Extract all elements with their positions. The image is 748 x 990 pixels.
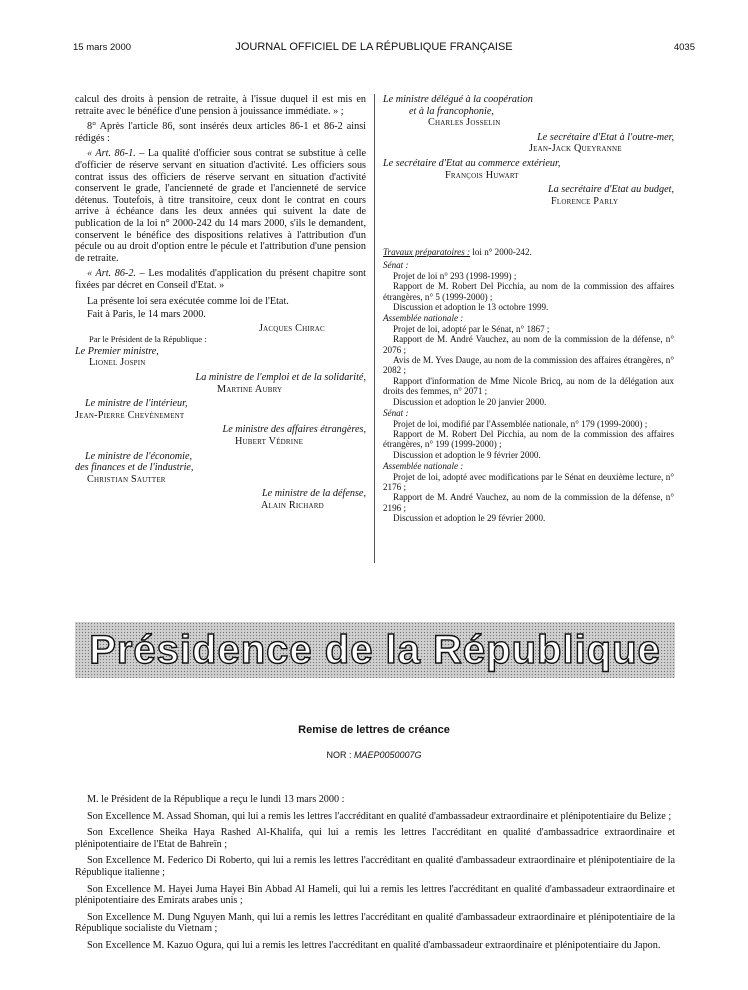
procedure-item: Avis de M. Yves Dauge, au nom de la commission des affaires étrangères, n° 2082 ;: [383, 355, 674, 376]
signature-coop-role1: [383, 94, 674, 106]
signatory-role: et à la francophonie,: [409, 105, 494, 117]
chamber-heading: Assemblée nationale :: [383, 461, 464, 472]
procedure-item: Projet de loi n° 293 (1998-1999) ;: [393, 270, 517, 281]
header-date: 15 mars 2000: [73, 42, 132, 53]
signature-ae-name: [75, 436, 366, 448]
execution-clause: La présente loi sera exécutée comme loi de l'Etat.: [87, 295, 289, 307]
signatory-name: Martine Aubry: [217, 383, 283, 395]
procedure-item: Discussion et adoption le 9 février 2000.: [393, 449, 541, 460]
signature-om-role: [383, 132, 674, 144]
signatory-name: Jean-Pierre Chevènement: [75, 409, 185, 421]
credentials-text: [75, 794, 675, 957]
article-86-2: [75, 268, 366, 291]
signatory-role: La ministre de l'emploi et de la solidarité,: [195, 372, 366, 384]
signatory-role: Le ministre des affaires étrangères,: [222, 424, 366, 436]
travaux-intro: [383, 247, 674, 257]
credentials-item: Son Excellence Sheika Haya Rashed Al-Khalifa, qui lui a remis les lettres l'accréditant en qualité d'ambassadrice extraordinaire et plénipotentiaire de l'Etat de Bahreïn ;: [75, 827, 675, 850]
procedure-item: Discussion et adoption le 13 octobre 1999.: [393, 302, 549, 313]
section-banner: [75, 622, 675, 678]
article-text: – La qualité d'officier sous contrat se substitue à celle d'officier de réserve servant en situation d'activité. Les officiers sous contrat issus des officiers de réserve servant en situation d'activité conservent le grade, l'ancienneté de grade et l'ancienneté de service détenus. Toutefois, à titre transitoire, ceux dont le contrat en cours arrive à échéance dans les deux années qui suivent la date de publication de la loi n° 2000-242 du 14 mars 2000, s'ils le demandent, conservent le bénéfice des dispositions relatives à l'attribution d'un pécule ou au droit d'option entre le pécule et l'attribution d'une pension de retraite.: [75, 148, 367, 264]
signatory-name: Jean-Jack Queyranne: [529, 143, 622, 155]
section-title: Remise de lettres de créance: [298, 724, 450, 736]
right-column: [383, 94, 674, 207]
procedure-item: Projet de loi, adopté par le Sénat, n° 1867 ;: [393, 323, 550, 334]
left-column: [75, 94, 366, 512]
done-at: Fait à Paris, le 14 mars 2000.: [87, 309, 206, 321]
signature-ce-role: [383, 158, 674, 170]
signatory-role: Le ministre de l'intérieur,: [85, 398, 188, 410]
signature-emploi-role: [75, 372, 366, 384]
travaux-label: Travaux préparatoires :: [383, 247, 471, 257]
signature-budget-role: [383, 184, 674, 196]
article-ref: « Art. 86-2.: [87, 268, 136, 280]
signature-emploi-name: [75, 384, 366, 396]
page-header: [0, 0, 748, 60]
journal-title: JOURNAL OFFICIEL DE LA RÉPUBLIQUE FRANÇAISE: [235, 41, 513, 53]
article-paragraph: calcul des droits à pension de retraite, à l'issue duquel il est mis en retraite avec le bénéfice d'une pension à jouissance immédiate. » ;: [75, 94, 366, 117]
signatory-name: François Huwart: [445, 169, 519, 181]
signatory-role: Le ministre de l'économie,: [85, 450, 193, 462]
procedure-item: Projet de loi, adopté avec modifications par le Sénat en deuxième lecture, n° 2176 ;: [383, 471, 674, 492]
credentials-intro: M. le Président de la République a reçu le lundi 13 mars 2000 :: [87, 794, 345, 805]
article-ref: « Art. 86-1.: [87, 148, 136, 160]
signature-ce-name: [383, 170, 674, 182]
procedure-item: Rapport de M. Robert Del Picchia, au nom de la commission des affaires étrangères, n° 5 (1999-2000) ;: [383, 281, 674, 302]
signature-ae-role: [75, 424, 366, 436]
signature-eco-role2: [75, 462, 366, 474]
signature-eco-name: [75, 474, 366, 486]
credentials-item: Son Excellence M. Kazuo Ogura, qui lui a remis les lettres l'accréditant en qualité d'ambassadeur extraordinaire et plénipotentiaire du Japon.: [87, 939, 661, 951]
signatory-name: Jacques Chirac: [259, 322, 325, 334]
chamber-heading: Sénat :: [383, 260, 409, 271]
page-number: 4035: [673, 42, 695, 53]
article-paragraph: 8° Après l'article 86, sont insérés deux articles 86-1 et 86-2 ainsi rédigés :: [75, 121, 366, 144]
signature-pm-name: [75, 357, 366, 369]
signature-budget-name: [383, 196, 674, 208]
signature-intro: Par le Président de la République :: [89, 334, 207, 345]
signature-om-name: [383, 143, 674, 155]
procedure-item: Rapport de M. André Vauchez, au nom de la commission de la défense, n° 2196 ;: [383, 492, 674, 513]
nor-reference: [0, 750, 748, 760]
signatory-role: Le secrétaire d'Etat au commerce extérieur,: [383, 157, 561, 169]
credentials-item: Son Excellence M. Hayei Juma Hayei Bin Abbad Al Hameli, qui lui a remis les lettres l'accréditant en qualité d'ambassadeur extraordinaire et plénipotentiaire des Emirats arabes unis ;: [75, 883, 675, 907]
procedure-item: Rapport de M. Robert Del Picchia, au nom de la commission des affaires étrangères, n° 199 (1999-2000) ;: [383, 428, 674, 450]
signature-interieur-name: [75, 410, 366, 422]
signatory-name: Lionel Jospin: [89, 357, 146, 369]
procedure-item: Rapport de M. André Vauchez, au nom de la commission de la défense, n° 2076 ;: [383, 334, 674, 355]
procedure-item: Discussion et adoption le 29 février 2000.: [393, 513, 546, 524]
par-le-president: [75, 334, 366, 346]
signatory-role: Le ministre de la défense,: [261, 488, 366, 500]
column-divider: [374, 94, 375, 563]
credentials-item: Son Excellence M. Dung Nguyen Manh, qui lui a remis les lettres l'accréditant en qualité d'ambassadeur extraordinaire et plénipotentiaire de la République socialiste du Vietnam ;: [75, 911, 675, 935]
article-text: – Les modalités d'application du présent chapitre sont fixées par décret en Conseil d'Etat. »: [75, 268, 367, 291]
signature-coop-role2: [383, 106, 674, 118]
article-86-1: [75, 148, 366, 264]
signatory-role: Le Premier ministre,: [75, 345, 159, 357]
travaux-preparatoires: [383, 247, 674, 524]
signature-interieur-role: [75, 398, 366, 410]
signature-defense-role: [75, 488, 366, 500]
credentials-item: Son Excellence M. Federico Di Roberto, qui lui a remis les lettres l'accréditant en qualité d'ambassadeur extraordinaire et plénipotentiaire de la République italienne ;: [75, 855, 675, 878]
procedure-item: Projet de loi, modifié par l'Assemblée nationale, n° 179 (1999-2000) ;: [393, 418, 648, 429]
signatory-role: Le ministre délégué à la coopération: [383, 94, 533, 105]
signatory-name: Florence Parly: [551, 195, 619, 207]
signatory-role: des finances et de l'industrie,: [75, 462, 194, 474]
signatory-role: Le secrétaire d'Etat à l'outre-mer,: [537, 131, 674, 143]
signatory-name: Hubert Védrine: [235, 436, 304, 448]
signatory-role: La secrétaire d'Etat au budget,: [547, 184, 674, 196]
signature-president: [75, 323, 366, 335]
signature-coop-name: [383, 117, 674, 129]
chamber-heading: Assemblée nationale :: [383, 313, 464, 324]
banner-title: Présidence de la République: [89, 627, 661, 672]
travaux-loi: loi n° 2000-242.: [470, 247, 532, 257]
procedure-item: Discussion et adoption le 20 janvier 2000.: [393, 396, 547, 407]
signatory-name: Christian Sautter: [87, 473, 166, 485]
nor-code: MAEP0050007G: [353, 750, 422, 760]
procedure-item: Rapport d'information de Mme Nicole Bricq, au nom de la délégation aux droits des femmes, n° 2071 ;: [383, 375, 674, 397]
signatory-name: Charles Josselin: [428, 117, 501, 129]
chamber-heading: Sénat :: [383, 408, 409, 419]
signature-eco-role1: [75, 451, 366, 463]
signatory-name: Alain Richard: [261, 500, 324, 511]
credentials-item: Son Excellence M. Assad Shoman, qui lui a remis les lettres l'accréditant en qualité d'ambassadeur extraordinaire et plénipotentiaire du Belize ;: [87, 810, 672, 822]
nor-label: NOR :: [326, 750, 354, 760]
signature-defense-name: [75, 500, 366, 512]
signature-pm-role: [75, 346, 366, 358]
